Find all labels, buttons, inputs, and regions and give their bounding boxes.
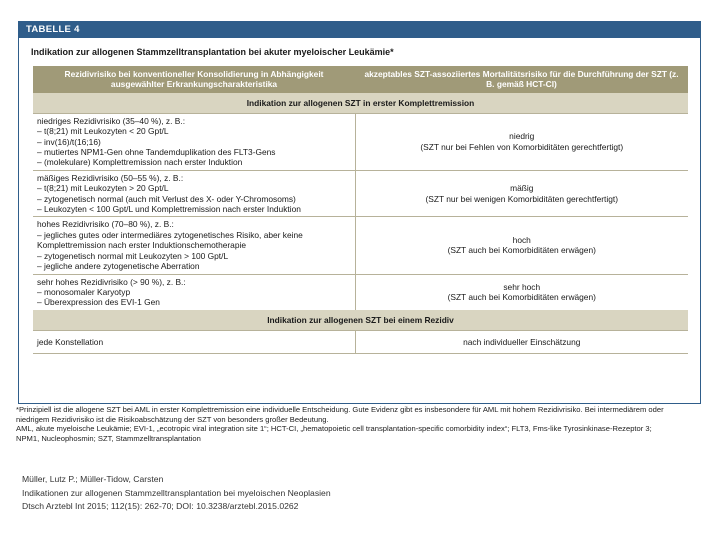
- risk-cell: [33, 170, 355, 217]
- citation-authors: Müller, Lutz P.; Müller-Tidow, Carsten: [22, 474, 164, 484]
- table-row: [33, 113, 688, 170]
- risk-line: – Überexpression des EVI-1 Gen: [37, 297, 160, 308]
- table-label: TABELLE 4: [19, 22, 700, 38]
- risk-line: sehr hohes Rezidivrisiko (> 90 %), z. B.:: [37, 276, 186, 287]
- risk-line: – t(8;21) mit Leukozyten < 20 Gpt/L: [37, 126, 169, 137]
- footnote: [16, 405, 702, 443]
- mortality-level: sehr hoch: [503, 281, 541, 292]
- footnote-line: NPM1, Nucleophosmin; SZT, Stammzelltransplantation: [16, 433, 201, 443]
- footnote-line: *Prinzipiell ist die allogene SZT bei AML in erster Komplettremission eine individuelle Entscheidung. Gute Evidenz gibt es insbesondere für AML mit hohem Rezidivrisiko. Bei intermediärem oder: [16, 405, 664, 414]
- risk-line: hohes Rezidivrisiko (70–80 %), z. B.:: [37, 219, 174, 230]
- section-row-first-remission: [33, 93, 688, 114]
- footnote-line: AML, akute myeloische Leukämie; EVI-1, „ecotropic viral integration site 1“; HCT-CI, „hematopoietic cell transplantation-specific comorbidity index“; FLT3, Fms-like Tyrosinkinase-Rezeptor 3;: [16, 424, 652, 434]
- risk-cell: [33, 217, 355, 274]
- mortality-level: mäßig: [510, 183, 534, 194]
- column-header-right: akzeptables SZT-assoziiertes Mortalitätsrisiko für die Durchführung der SZT (z. B. gemäß HCT-CI): [355, 66, 688, 93]
- table-title: Indikation zur allogenen Stammzelltransplantation bei akuter myeloischer Leukämie*: [31, 47, 394, 57]
- risk-line: – monosomaler Karyotyp: [37, 286, 131, 297]
- risk-line: – t(8;21) mit Leukozyten > 20 Gpt/L: [37, 183, 169, 194]
- risk-line: mäßiges Rezidivrisiko (50–55 %), z. B.:: [37, 172, 184, 183]
- table-row: [33, 274, 688, 310]
- table-row: [33, 217, 688, 274]
- mortality-note: (SZT auch bei Komorbiditäten erwägen): [447, 292, 596, 303]
- risk-line: – inv(16)/t(16;16): [37, 136, 101, 147]
- mortality-cell: [355, 113, 688, 170]
- risk-line: – jegliches gutes oder intermediäres zytogenetisches Risiko, aber keine: [37, 229, 303, 240]
- section-row-relapse: [33, 310, 688, 331]
- mortality-cell: [355, 274, 688, 310]
- risk-line: – zytogenetisch normal mit Leukozyten > 100 Gpt/L: [37, 250, 229, 261]
- section-label: Indikation zur allogenen SZT in erster Komplettremission: [33, 93, 688, 114]
- risk-line: niedriges Rezidivrisiko (35–40 %), z. B.:: [37, 115, 186, 126]
- risk-line: – jegliche andere zytogenetische Aberration: [37, 261, 200, 272]
- citation-title: Indikationen zur allogenen Stammzelltransplantation bei myeloischen Neoplasien: [22, 487, 331, 498]
- section-label: Indikation zur allogenen SZT bei einem Rezidiv: [33, 310, 688, 331]
- risk-cell: [33, 274, 355, 310]
- footnote-line: niedrigem Rezidivrisiko ist die Risikoabschätzung der SZT von besonders großer Bedeutung.: [16, 414, 329, 424]
- risk-line: – (molekulare) Komplettremission nach erster Induktion: [37, 157, 243, 168]
- mortality-level: niedrig: [509, 131, 535, 142]
- risk-line: Komplettremission nach erster Induktionschemotherapie: [37, 240, 247, 251]
- mortality-level: hoch: [512, 235, 531, 246]
- indication-table: [33, 66, 688, 354]
- mortality-note: (SZT nur bei Fehlen von Komorbiditäten gerechtfertigt): [420, 141, 624, 152]
- column-header-left: Rezidivrisiko bei konventioneller Konsolidierung in Abhängigkeit ausgewählter Erkrankungscharakteristika: [33, 66, 355, 93]
- citation: [22, 473, 331, 514]
- risk-line: – zytogenetisch normal (auch mit Verlust des X- oder Y-Chromosoms): [37, 193, 296, 204]
- citation-source: Dtsch Arztebl Int 2015; 112(15): 262-70; DOI: 10.3238/arztebl.2015.0262: [22, 501, 299, 511]
- table-row: [33, 330, 688, 353]
- header-row: [33, 66, 688, 93]
- risk-cell: jede Konstellation: [33, 330, 355, 353]
- table-row: [33, 170, 688, 217]
- mortality-cell: [355, 170, 688, 217]
- table-frame: [18, 21, 701, 404]
- mortality-note: (SZT auch bei Komorbiditäten erwägen): [447, 245, 596, 256]
- mortality-cell: nach individueller Einschätzung: [355, 330, 688, 353]
- mortality-cell: [355, 217, 688, 274]
- mortality-note: (SZT nur bei wenigen Komorbiditäten gerechtfertigt): [425, 193, 619, 204]
- risk-line: – mutiertes NPM1-Gen ohne Tandemduplikation des FLT3-Gens: [37, 147, 276, 158]
- risk-line: – Leukozyten < 100 Gpt/L und Komplettremission nach erster Induktion: [37, 204, 301, 215]
- risk-cell: [33, 113, 355, 170]
